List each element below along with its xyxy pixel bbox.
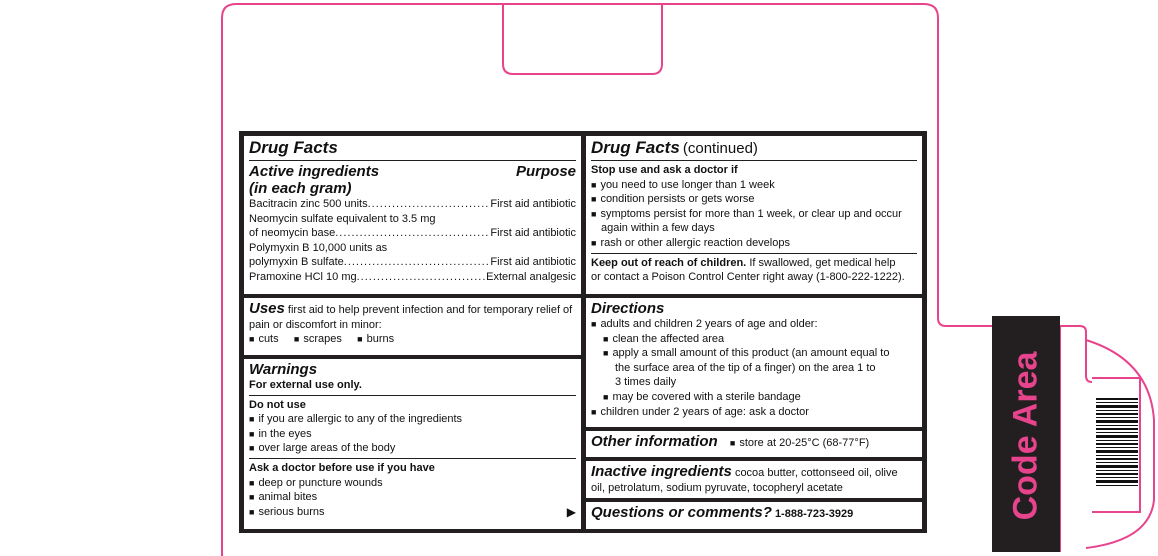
uses-item: ■ scrapes [294, 333, 342, 345]
other-info-box [586, 431, 922, 457]
ask-doctor-heading: Ask a doctor before use if you have [249, 461, 435, 474]
questions-box [586, 502, 922, 529]
warnings-heading: Warnings [249, 361, 318, 378]
inactive-ingredients-box [586, 461, 922, 498]
stop-use-item: ■ you need to use longer than 1 week [591, 178, 917, 193]
questions-phone: 1-888-723-3929 [774, 508, 854, 520]
directions-item: ■ adults and children 2 years of age and older: [591, 317, 917, 332]
ingredient-row: Pramoxine HCl 10 mg ..... External analgesic [249, 270, 576, 285]
warnings-box [244, 359, 581, 529]
uses-item: ■ burns [357, 333, 394, 345]
uses-heading: Uses [249, 300, 285, 317]
ingredient-row: of neomycin base ..... First aid antibiotic [249, 226, 576, 241]
directions-heading: Directions [591, 300, 665, 317]
directions-box [586, 298, 922, 427]
stop-use-item: ■ condition persists or gets worse [591, 192, 917, 207]
directions-subitem-cont: the surface area of the tip of a finger) on the area 1 to [615, 361, 876, 374]
continue-arrow-icon: ▶ [566, 504, 576, 519]
directions-subitem: ■ apply a small amount of this product (an amount equal to [591, 346, 917, 361]
other-info-text: ■ store at 20-25°C (68-77°F) [730, 437, 869, 449]
stop-use-box [586, 136, 922, 294]
code-area-label: Code Area [1006, 351, 1045, 521]
keep-out-heading: Keep out of reach of children. [591, 256, 747, 269]
barcode-graphic [1096, 398, 1138, 486]
directions-subitem-cont: 3 times daily [615, 376, 677, 389]
purpose-heading: Purpose [515, 163, 576, 180]
directions-item: ■ children under 2 years of age: ask a doctor [591, 405, 917, 420]
inactive-text-2: oil, petrolatum, sodium pyruvate, tocopheryl acetate [591, 481, 843, 494]
ingredient-line: Neomycin sulfate equivalent to 3.5 mg [249, 212, 436, 225]
do-not-use-item: ■ if you are allergic to any of the ingredients [249, 412, 576, 427]
inactive-heading: Inactive ingredients [591, 463, 732, 480]
do-not-use-item: ■ over large areas of the body [249, 441, 576, 456]
directions-subitem: ■ may be covered with a sterile bandage [591, 390, 917, 405]
stop-use-item-cont: again within a few days [601, 222, 715, 235]
ingredient-line: Polymyxin B 10,000 units as [249, 241, 388, 254]
ask-doctor-item: ■ animal bites [249, 490, 576, 505]
continued-label: (continued) [682, 140, 758, 157]
drug-facts-title: Drug Facts [249, 138, 338, 157]
other-info-heading: Other information [591, 433, 718, 450]
uses-item: ■ cuts [249, 333, 279, 345]
drug-facts-title-continued: Drug Facts [591, 138, 680, 157]
ingredient-row: Bacitracin zinc 500 units ..... First aid antibiotic [249, 197, 576, 212]
per-gram-label: (in each gram) [249, 180, 352, 197]
active-ingredients-heading: Active ingredients [249, 163, 380, 180]
ingredient-row: polymyxin B sulfate ..... First aid antibiotic [249, 255, 576, 270]
stop-use-heading: Stop use and ask a doctor if [591, 164, 738, 176]
active-ingredients-box [244, 136, 581, 294]
stop-use-item: ■ rash or other allergic reaction develops [591, 236, 917, 251]
stop-use-item: ■ symptoms persist for more than 1 week, or clear up and occur [591, 207, 917, 222]
keep-out-text: If swallowed, get medical help [749, 256, 896, 269]
questions-heading: Questions or comments? [591, 504, 772, 521]
do-not-use-item: ■ in the eyes [249, 427, 576, 442]
ask-doctor-item: ■ deep or puncture wounds [249, 476, 576, 491]
keep-out-text-2: or contact a Poison Control Center right away (1-800-222-1222). [591, 271, 905, 284]
external-use-label: For external use only. [249, 379, 362, 391]
uses-text: first aid to help prevent infection and for temporary relief of pain or discomfort in minor: [249, 304, 573, 331]
directions-subitem: ■ clean the affected area [591, 332, 917, 347]
inactive-text: cocoa butter, cottonseed oil, olive [734, 467, 898, 479]
uses-box [244, 298, 581, 355]
ask-doctor-item: ■ serious burns [249, 505, 324, 520]
do-not-use-heading: Do not use [249, 398, 306, 411]
